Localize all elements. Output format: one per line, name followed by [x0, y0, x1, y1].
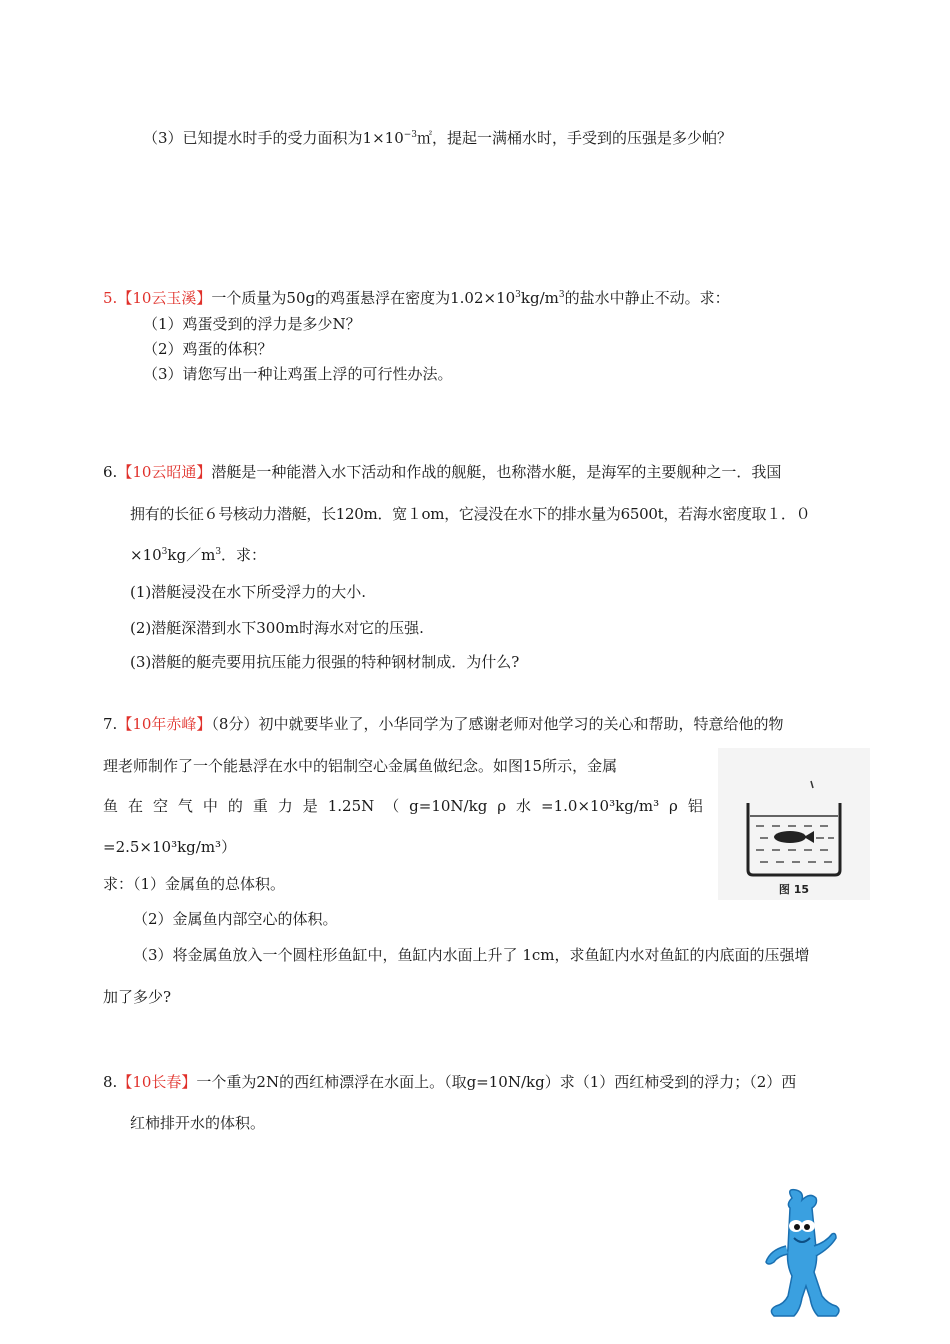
- q8-stem-line2: 红柿排开水的体积。: [130, 1114, 266, 1132]
- q7-stem-line4: =2.5×10³kg/m³）: [103, 838, 237, 856]
- q5-stem-end: 的盐水中静止不动。求：: [564, 289, 730, 307]
- q6-number: 6.: [103, 463, 118, 481]
- q4-part3-text-end: ㎡，提起一满桶水时，手受到的压强是多少帕？: [417, 129, 733, 147]
- q6-line3-end: ．求：: [221, 546, 267, 564]
- q6-source-tag: 【10云昭通】: [117, 463, 212, 481]
- q6-exponent-2: 3: [215, 547, 222, 557]
- q7-line3-word: 重: [252, 797, 268, 815]
- q7-line3-word: 空: [152, 797, 168, 815]
- q6-line3-text: ×10: [130, 546, 162, 564]
- q6-stem-line2: 拥有的长征６号核动力潜艇，长120m．宽１om，它浸没在水下的排水量为6500t，若海水密度取１．０: [130, 505, 811, 523]
- q6-stem-line1: [103, 462, 781, 482]
- q8-source-tag: 【10长春】: [117, 1073, 197, 1091]
- q5-part3: （3）请您写出一种让鸡蛋上浮的可行性办法。: [143, 365, 453, 383]
- q6-part2: (2)潜艇深潜到水下300m时海水对它的压强.: [130, 619, 424, 637]
- q6-part3: (3)潜艇的艇壳要用抗压能力很强的特种钢材制成．为什么?: [130, 653, 520, 671]
- q4-part3: [143, 128, 732, 148]
- figure-caption: 图 15: [778, 883, 810, 896]
- q7-line3-word: ρ: [497, 797, 507, 815]
- q7-line3-word: 鱼: [103, 797, 119, 815]
- q4-part3-text: （3）已知提水时手的受力面积为1×10: [143, 129, 404, 147]
- q7-line1-text: （8分）初中就要毕业了，小华同学为了感谢老师对他学习的关心和帮助，特意给他的物: [211, 715, 784, 733]
- q7-line3-word: 在: [127, 797, 143, 815]
- q5-source-tag: 【10云玉溪】: [117, 289, 212, 307]
- q6-part1: (1)潜艇浸没在水下所受浮力的大小.: [130, 583, 367, 601]
- q6-exponent-1: 3: [161, 547, 168, 557]
- q7-source-tag: 【10年赤峰】: [117, 715, 212, 733]
- q7-stem-line1: [103, 714, 783, 734]
- q5-exponent-1: 3: [515, 290, 521, 300]
- q6-line3-unit: kg／m: [167, 546, 216, 564]
- q7-number: 7.: [103, 715, 118, 733]
- q7-line3-word: 气: [177, 797, 193, 815]
- q7-stem-line2: 理老师制作了一个能悬浮在水中的铝制空心金属鱼做纪念。如图15所示，金属: [103, 757, 618, 775]
- q5-stem: [103, 288, 730, 308]
- q7-line3-word: 1.25N: [327, 797, 375, 815]
- q7-part2: （2）金属鱼内部空心的体积。: [133, 910, 338, 928]
- q7-line3-word: 的: [227, 797, 243, 815]
- q7-part3: （3）将金属鱼放入一个圆柱形鱼缸中，鱼缸内水面上升了 1cm，求鱼缸内水对鱼缸的内底面的压强增: [133, 946, 810, 964]
- fish-tank-illustration: [718, 748, 870, 900]
- q6-stem-line3: [130, 545, 266, 565]
- q5-part1: （1）鸡蛋受到的浮力是多少N？: [143, 315, 361, 333]
- q7-line3-word: 水: [516, 797, 532, 815]
- q7-part3-continued: 加了多少?: [103, 988, 172, 1006]
- q5-part2: （2）鸡蛋的体积？: [143, 340, 273, 358]
- q7-line3-word: =1.0×10³kg/m³: [541, 797, 660, 815]
- q5-exponent-2: 3: [558, 290, 565, 300]
- q7-part1: 求：（1）金属鱼的总体积。: [103, 875, 286, 893]
- mascot-icon: [756, 1186, 856, 1326]
- q7-line3-word: （: [384, 797, 400, 815]
- q8-line1-text: 一个重为2N的西红柿漂浮在水面上。（取g=10N/kg）求（1）西红柿受到的浮力；（2）西: [196, 1073, 797, 1091]
- q5-stem-unit: kg/m: [520, 289, 559, 307]
- q7-line3-word: 中: [202, 797, 218, 815]
- q7-line3-word: 是: [302, 797, 318, 815]
- q5-stem-text: 一个质量为50g的鸡蛋悬浮在密度为1.02×10: [211, 289, 516, 307]
- q7-line3-word: g=10N/kg: [409, 797, 488, 815]
- q6-line1-text: 潜艇是一种能潜入水下活动和作战的舰艇，也称潜水艇，是海军的主要舰种之一．我国: [211, 463, 782, 481]
- figure-15: [718, 748, 870, 900]
- q8-number: 8.: [103, 1073, 118, 1091]
- q5-number: 5.: [103, 289, 118, 307]
- q8-stem-line1: [103, 1072, 796, 1092]
- q7-line3-word: ρ: [669, 797, 678, 815]
- q7-line3-word: 力: [277, 797, 293, 815]
- q4-part3-exponent: −3: [403, 130, 418, 140]
- q7-stem-line3: [103, 796, 703, 816]
- q7-line3-word: 铝: [687, 797, 703, 815]
